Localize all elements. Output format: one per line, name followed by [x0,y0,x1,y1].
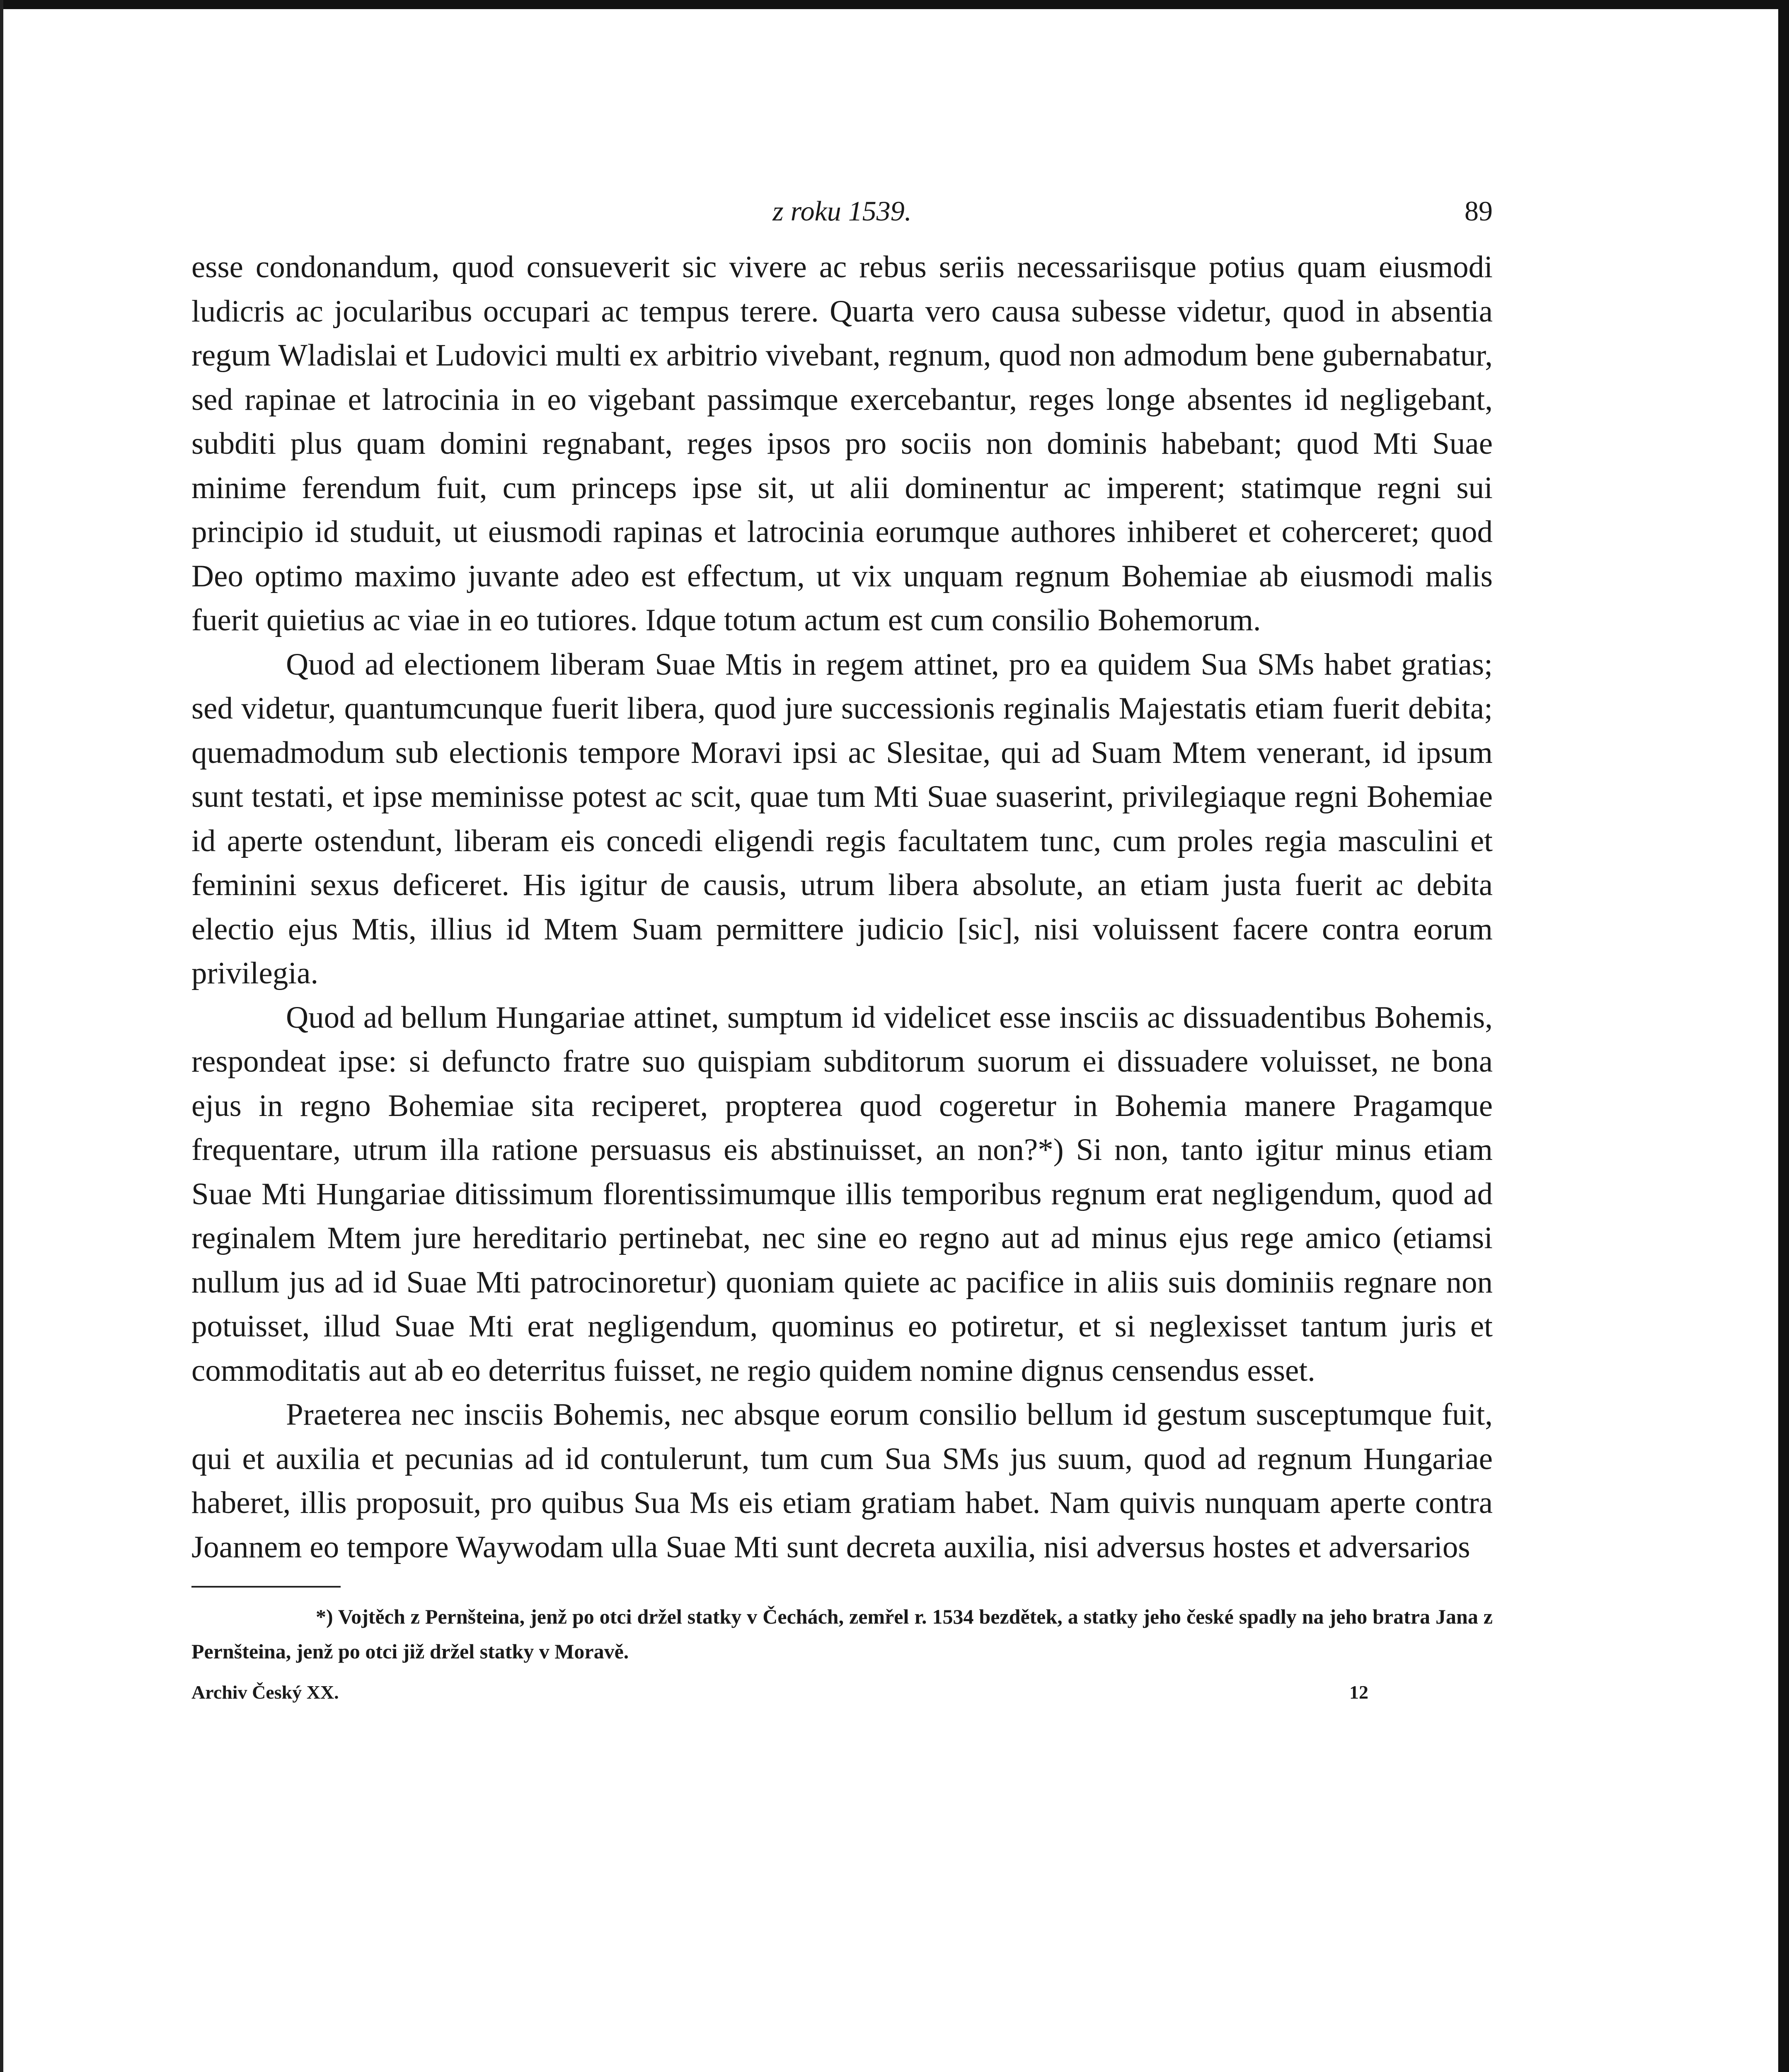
paragraph-bohemian-consent: Praeterea nec insciis Bohemis, nec absque eorum consilio bellum id gestum susceptumque fuit, qui et auxilia et pecunias ad id contulerunt, tum cum Sua SMs jus suum, quod ad regnum Hungariae haberet, illis proposuit, pro quibus Sua Ms eis etiam gratiam habet. Nam quivis nunquam aperte contra Joannem eo tempore Waywodam ulla Suae Mti sunt decreta auxilia, nisi adversus hostes et adversarios [191,1397,1493,1564]
page-content [191,195,1493,1710]
signature-mark: Archiv Český XX. [191,1682,339,1703]
paragraph-continuation: esse condonandum, quod consueverit sic vivere ac rebus seriis necessariisque potius quam eiusmodi ludicris ac jocularibus occupari ac tempus terere. Quarta vero causa subesse videtur, quod in absentia regum Wladislai et Ludovici multi ex arbitrio vivebant, regnum, quod non admodum bene gubernabatur, sed rapinae et latrocinia in eo vigebant passimque exercebantur, reges longe absentes id negligebant, subditi plus quam domini regnabant, reges ipsos pro sociis non dominis habebant; quod Mti Suae minime ferendum fuit, cum princeps ipse sit, ut alii dominentur ac imperent; statimque regni sui principio id studuit, ut eiusmodi rapinas et latrocinia eorumque authores inhiberet et coherceret; quod Deo optimo maximo juvante adeo est effectum, ut vix unquam regnum Bohemiae ab eiusmodi malis fuerit quietius ac viae in eo tutiores. Idque totum actum est cum consilio Bohemorum. [191,250,1493,637]
scan-border-left [0,0,3,2072]
running-title: z roku 1539. [772,195,912,227]
footnote-divider [191,1586,341,1588]
sheet-number: 12 [1349,1682,1368,1703]
paragraph-election: Quod ad electionem liberam Suae Mtis in regem attinet, pro ea quidem Sua SMs habet gratias; sed videtur, quantumcunque fuerit libera, quod jure successionis reginalis Majestatis etiam fuerit debita; quemadmodum sub electionis tempore Moravi ipsi ac Slesitae, qui ad Suam Mtem venerant, id ipsum sunt testati, et ipse meminisse potest ac scit, quae tum Mti Suae suaserint, privilegiaque regni Bohemiae id aperte ostendunt, liberam eis concedi eligendi regis facultatem tunc, cum proles regia masculini et feminini sexus deficeret. His igitur de causis, utrum libera absolute, an etiam justa fuerit ac debita electio ejus Mtis, illius id Mtem Suam permittere judicio [sic], nisi voluissent facere contra eorum privilegia. [191,647,1493,990]
body-text [191,245,1493,1569]
paragraph-hungarian-war: Quod ad bellum Hungariae attinet, sumptum id videlicet esse insciis ac dissuadentibus Bohemis, respondeat ipse: si defuncto fratre suo quispiam subditorum suorum ei dissuadere voluisset, ne bona ejus in regno Bohemiae sita reciperet, propterea quod cogeretur in Bohemia manere Pragamque frequentare, utrum illa ratione persuasus eis abstinuisset, an non?*) Si non, tanto igitur minus etiam Suae Mti Hungariae ditissimum florentissimumque illis temporibus regnum erat negligendum, quod ad reginalem Mtem jure hereditario pertinebat, nec sine eo regno aut ad minus ejus rege amico (etiamsi nullum jus ad id Suae Mti patrocinoretur) quoniam quiete ac pacifice in aliis suis dominiis regnare non potuisset, illud Suae Mti erat negligendum, quominus eo potiretur, et si neglexisset tantum juris et commoditatis aut ab eo deterritus fuisset, ne regio quidem nomine dignus censendus esset. [191,1000,1493,1388]
scan-border-right [1778,0,1789,2072]
signature-line [191,1681,1493,1710]
scan-border-top [0,0,1789,9]
running-head [191,195,1493,244]
page-number: 89 [1465,195,1493,227]
footnote: *) Vojtěch z Pernšteina, jenž po otci držel statky v Čechách, zemřel r. 1534 bezdětek, a statky jeho české spadly na jeho bratra Jana z Pernšteina, jenž po otci již držel statky v Moravě. [191,1605,1493,1663]
